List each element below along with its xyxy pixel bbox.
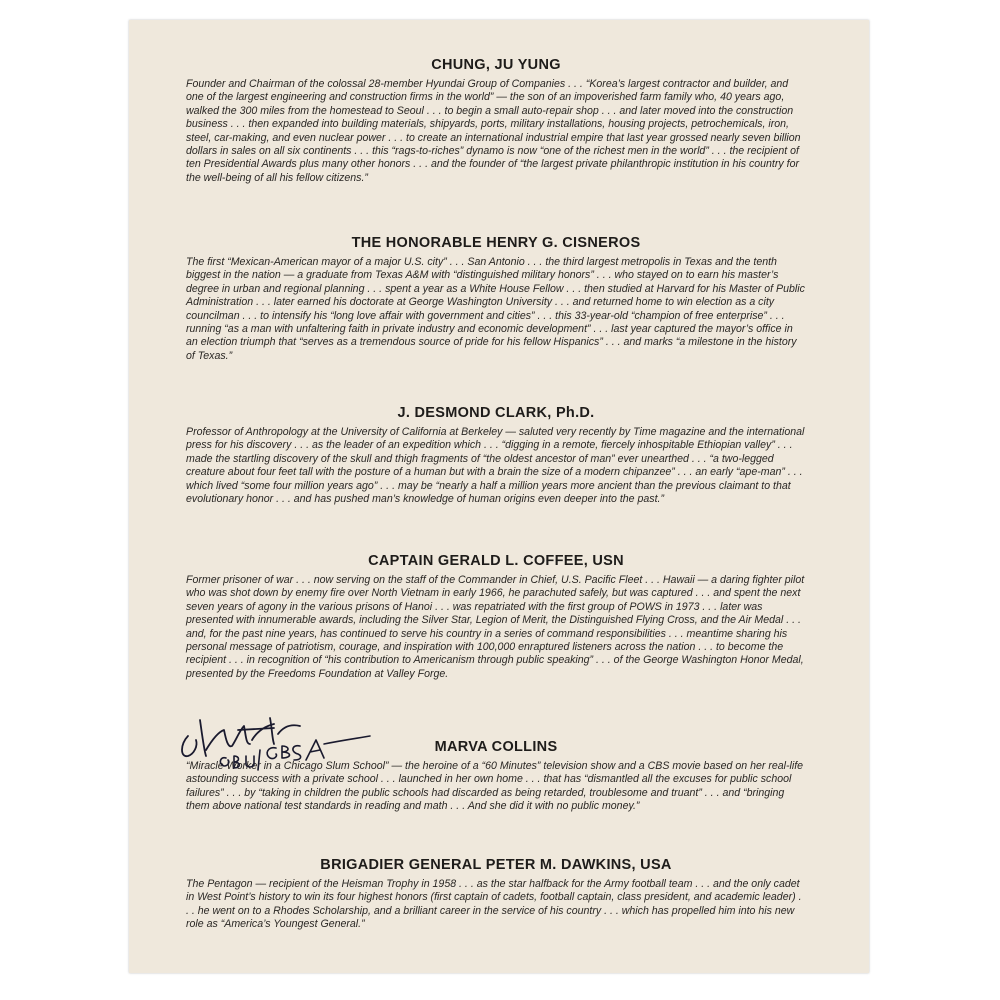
handwritten-signature xyxy=(174,700,384,772)
entry-body: Professor of Anthropology at the University of California at Berkeley — saluted very recently by Time magazine and the international press for his discovery . . . as the leader of an expedition which . . . “digging in a remote, fiercely inhospitable Ethiopian valley” . . . made the startling discovery of the skull and thigh fragments of “the oldest ancestor of man” ever unearthed . . . “a two-legged creature about four feet tall with the posture of a human but with a brain the size of a modern chipanzee” . . . an early “ape-man” . . . which lived “some four million years ago” . . . may be “nearly a half a million years more ancient than the previous claimant to that evolutionary honor . . . and has pushed man’s knowledge of human origins even deeper into the past.” xyxy=(186,426,805,506)
signature-drawing xyxy=(174,700,384,772)
entry-body: “Miracle Worker in a Chicago Slum School” — the heroine of a “60 Minutes” television show and a CBS movie based on her real-life astounding success with a private school . . . launched in her own home . . . that has “dismantled all the excuses for public school failures” . . . by “taking in children the public schools had discarded as being retarded, troublesome and truant” . . . and “bringing them above national test standards in reading and math . . . And she did it with no public money.” xyxy=(186,760,804,813)
entry-heading: CAPTAIN GERALD L. COFFEE, USN xyxy=(368,553,624,569)
entry-clark xyxy=(186,404,806,506)
entry-dawkins xyxy=(186,856,806,932)
entry-heading: THE HONORABLE HENRY G. CISNEROS xyxy=(351,235,641,251)
entry-heading: CHUNG, JU YUNG xyxy=(431,57,561,73)
entry-body: Founder and Chairman of the colossal 28-member Hyundai Group of Companies . . . “Korea’s largest contractor and builder, and one of the largest engineering and construction firms in the world” — the son of an impoverished farm family who, 40 years ago, walked the 300 miles from the homestead to Seoul . . . to begin a small auto-repair shop . . . and later moved into the construction business . . . then expanded into building materials, shipyards, ports, military installations, housing projects, petrochemicals, iron, steel, car-making, and even nuclear power . . . to create an international industrial empire that last year grossed nearly seven billion dollars in sales on all six continents . . . this “rags-to-riches” dynamo is now “one of the richest men in the world” . . . the recipient of ten Presidential Awards plus many other honors . . . and the founder of “the largest private philanthropic institution in his country for the well-being of all his fellow citizens.” xyxy=(186,78,801,184)
entry-heading: MARVA COLLINS xyxy=(434,739,558,755)
entry-coffee xyxy=(186,552,806,681)
entry-cisneros xyxy=(186,234,806,363)
entry-chung xyxy=(186,56,806,185)
entry-body: The first “Mexican-American mayor of a major U.S. city” . . . San Antonio . . . the third largest metropolis in Texas and the tenth biggest in the nation — a graduate from Texas A&M with “distinguished military honors” . . . who stayed on to earn his master’s degree in urban and regional planning . . . spent a year as a White House Fellow . . . then studied at Harvard for his Master of Public Administration . . . later earned his doctorate at George Washington University . . . and returned home to win election as a city councilman . . . to intensify his “long love affair with government and cities” . . . this 33-year-old “champion of free enterprise” . . . running “as a man with unfaltering faith in private industry and economic development” . . . last year captured the mayor’s office in an election triumph that “serves as a tremendous source of pride for his fellow Hispanics” . . . and marks “a milestone in the history of Texas.” xyxy=(186,256,805,362)
entry-body: Former prisoner of war . . . now serving on the staff of the Commander in Chief, U.S. Pacific Fleet . . . Hawaii — a daring fighter pilot who was shot down by enemy fire over North Vietnam in early 1966, he parachuted safely, but was captured . . . and spent the next seven years of agony in the various prisons of Hanoi . . . was repatriated with the first group of POWS in 1973 . . . later was presented with innumerable awards, including the Silver Star, Legion of Merit, the Distinguished Flying Cross, and the Air Medal . . . and, for the past nine years, has continued to serve his country in a series of command responsibilities . . . meantime sharing his personal message of patriotism, courage, and inspiration with 100,000 enraptured listeners across the nation . . . to become the recipient . . . in recognition of “his contribution to Americanism through public speaking” . . . of the George Washington Honor Medal, presented by the Freedoms Foundation at Valley Forge. xyxy=(186,574,805,680)
document-page xyxy=(129,20,869,973)
entry-heading: J. DESMOND CLARK, Ph.D. xyxy=(397,405,595,421)
entry-heading: BRIGADIER GENERAL PETER M. DAWKINS, USA xyxy=(320,857,672,873)
entry-body: The Pentagon — recipient of the Heisman Trophy in 1958 . . . as the star halfback for the Army football team . . . and the only cadet in West Point’s history to win its four highest honors (first captain of cadets, football captain, class president, and academic leader) . . . he went on to a Rhodes Scholarship, and a brilliant career in the service of his country . . . which has propelled him into his new role as “America’s Youngest General.” xyxy=(186,878,802,931)
